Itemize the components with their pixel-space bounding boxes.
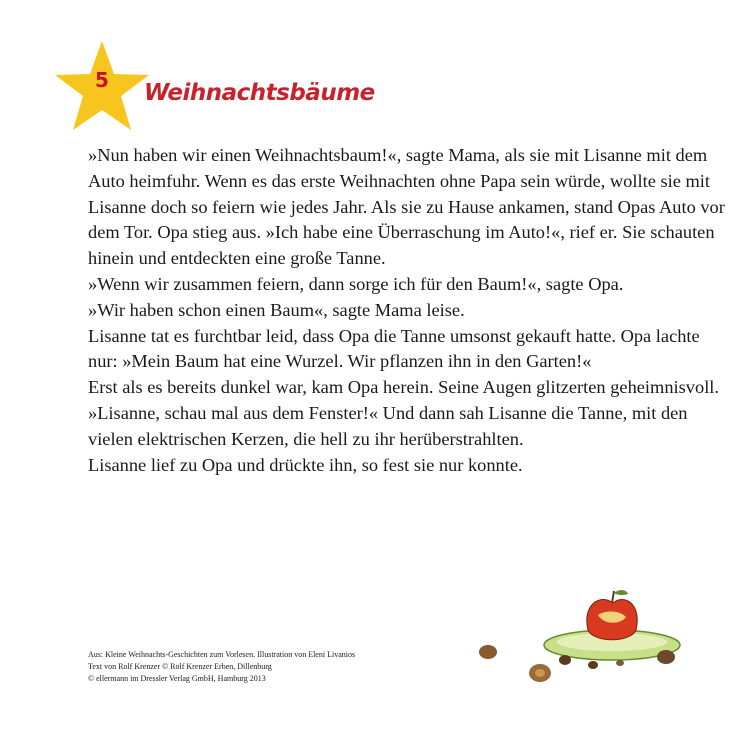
credit-line-author: Text von Rolf Krenzer © Rolf Krenzer Erben, Dillenburg (88, 662, 272, 671)
chapter-title: Weihnachtsbäume (144, 80, 375, 106)
story-paragraph: Lisanne lief zu Opa und drückte ihn, so fest sie nur konnte. (88, 454, 523, 475)
story-paragraph: »Wir haben schon einen Baum«, sagte Mama leise. (88, 299, 465, 320)
apple-plate-illustration (470, 585, 695, 695)
chapter-header (52, 38, 375, 138)
story-text (88, 143, 728, 478)
story-paragraph: Erst als es bereits dunkel war, kam Opa herein. Seine Augen glitzerten geheimnisvoll. »Lisanne, schau mal aus dem Fenster!« Und dann sah Lisanne die Tanne, mit den vielen elektrischen Kerzen, die hell zu ihr herüberstrahlten. (88, 377, 720, 449)
story-paragraph: »Nun haben wir einen Weihnachtsbaum!«, sagte Mama, als sie mit Lisanne mit dem Auto heimfuhr. Wenn es das erste Weihnachten ohne Papa sein würde, wollte sie mit Lisanne doch so feiern wie jedes Jahr. Als sie zu Hause ankamen, stand Opas Auto vor dem Tor. Opa stieg aus. »Ich habe eine Überraschung im Auto!«, rief er. Sie schauten hinein und entdeckten eine große Tanne. (88, 145, 725, 269)
credit-line-publisher: © ellermann im Dressler Verlag GmbH, Hamburg 2013 (88, 674, 266, 683)
chapter-number: 5 (95, 68, 109, 92)
credits (88, 649, 468, 685)
story-paragraph: »Wenn wir zusammen feiern, dann sorge ich für den Baum!«, sagte Opa. (88, 273, 624, 294)
story-paragraph: Lisanne tat es furchtbar leid, dass Opa die Tanne umsonst gekauft hatte. Opa lachte nur: »Mein Baum hat eine Wurzel. Wir pflanzen ihn in den Garten!« (88, 325, 700, 372)
credit-line-source: Aus: Kleine Weihnachts-Geschichten zum Vorlesen. Illustration von Eleni Livanios (88, 650, 356, 659)
